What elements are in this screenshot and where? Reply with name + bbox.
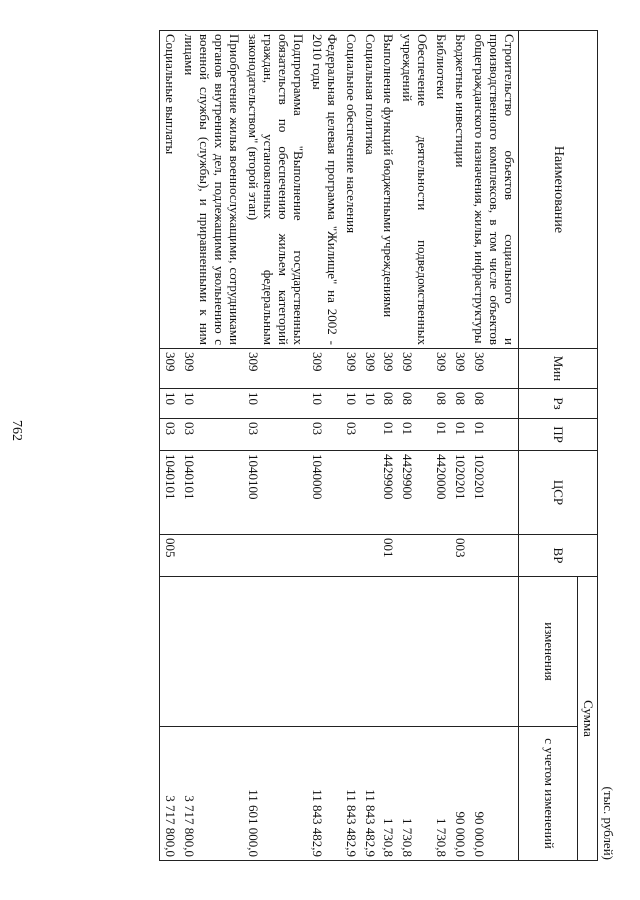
cell-total: 11 601 000,0 — [243, 727, 307, 861]
cell-pr: 01 — [379, 419, 398, 451]
cell-csr: 1040101 — [160, 451, 179, 535]
cell-changes — [431, 577, 450, 727]
cell-pr: 01 — [398, 419, 432, 451]
cell-pr: 03 — [160, 419, 179, 451]
table-row — [398, 31, 432, 861]
cell-name: Федеральная целевая программа "Жилище" на 2002 - 2010 годы — [307, 31, 341, 349]
cell-min: 309 — [379, 349, 398, 389]
page-number: 762 — [9, 420, 24, 441]
cell-rz: 08 — [431, 389, 450, 419]
document-page — [100, 30, 620, 860]
cell-csr: 1020201 — [469, 451, 518, 535]
table-row — [450, 31, 469, 861]
cell-min: 309 — [160, 349, 179, 389]
cell-rz: 08 — [450, 389, 469, 419]
cell-total: 1 730,8 — [398, 727, 432, 861]
table-row — [160, 31, 179, 861]
cell-vr: 005 — [160, 535, 179, 577]
cell-min: 309 — [398, 349, 432, 389]
cell-rz: 10 — [360, 389, 379, 419]
cell-name: Строительство объектов социального и производственного комплексов, в том числе объектов общегражданского назначения, жилья, инфраструктуры — [469, 31, 518, 349]
budget-table — [159, 30, 598, 861]
cell-csr: 4429900 — [398, 451, 432, 535]
cell-rz: 08 — [379, 389, 398, 419]
cell-total: 90 000,0 — [469, 727, 518, 861]
cell-pr: 01 — [469, 419, 518, 451]
cell-pr: 03 — [243, 419, 307, 451]
cell-csr: 4420000 — [431, 451, 450, 535]
cell-total: 1 730,8 — [379, 727, 398, 861]
header-min: Мин — [519, 349, 598, 389]
cell-changes — [179, 577, 243, 727]
cell-csr: 4429900 — [379, 451, 398, 535]
table-row — [243, 31, 307, 861]
cell-name: Выполнение функций бюджетными учреждениями — [379, 31, 398, 349]
cell-name: Приобретение жилья военнослужащими, сотрудниками органов внутренних дел, подлежащими увольнению с военной службы (службы), и приравненными к ним лицами — [179, 31, 243, 349]
cell-pr: 03 — [179, 419, 243, 451]
cell-pr: 01 — [450, 419, 469, 451]
header-row — [578, 31, 598, 861]
table-row — [341, 31, 360, 861]
cell-changes — [450, 577, 469, 727]
cell-name: Бюджетные инвестиции — [450, 31, 469, 349]
header-pr: ПР — [519, 419, 598, 451]
header-vr: ВР — [519, 535, 598, 577]
cell-min: 309 — [243, 349, 307, 389]
header-with-changes: с учетом изменений — [519, 727, 578, 861]
cell-rz: 10 — [179, 389, 243, 419]
cell-changes — [160, 577, 179, 727]
cell-changes — [379, 577, 398, 727]
table-body — [160, 31, 519, 861]
cell-min: 309 — [341, 349, 360, 389]
cell-csr — [341, 451, 360, 535]
header-changes: изменения — [519, 577, 578, 727]
cell-pr: 03 — [341, 419, 360, 451]
cell-changes — [307, 577, 341, 727]
cell-csr: 1020201 — [450, 451, 469, 535]
cell-min: 309 — [179, 349, 243, 389]
cell-name: Социальное обеспечение населения — [341, 31, 360, 349]
header-csr: ЦСР — [519, 451, 598, 535]
cell-pr — [360, 419, 379, 451]
cell-min: 309 — [431, 349, 450, 389]
cell-vr — [360, 535, 379, 577]
table-row — [307, 31, 341, 861]
cell-min: 309 — [360, 349, 379, 389]
cell-name: Обеспечение деятельности подведомственных учреждений — [398, 31, 432, 349]
cell-name: Социальные выплаты — [160, 31, 179, 349]
cell-changes — [360, 577, 379, 727]
table-row — [360, 31, 379, 861]
cell-total: 90 000,0 — [450, 727, 469, 861]
cell-rz: 10 — [341, 389, 360, 419]
cell-vr — [179, 535, 243, 577]
cell-changes — [243, 577, 307, 727]
cell-changes — [469, 577, 518, 727]
cell-changes — [398, 577, 432, 727]
header-sum: Сумма — [578, 577, 598, 861]
header-name: Наименование — [519, 31, 598, 349]
cell-min: 309 — [469, 349, 518, 389]
cell-total: 3 717 800,0 — [160, 727, 179, 861]
cell-changes — [341, 577, 360, 727]
cell-csr: 1040100 — [243, 451, 307, 535]
cell-csr: 1040000 — [307, 451, 341, 535]
cell-name: Социальная политика — [360, 31, 379, 349]
cell-rz: 08 — [398, 389, 432, 419]
cell-rz: 10 — [160, 389, 179, 419]
cell-total: 11 843 482,9 — [360, 727, 379, 861]
header-rz: Рз — [519, 389, 598, 419]
cell-vr — [431, 535, 450, 577]
cell-min: 309 — [450, 349, 469, 389]
table-row — [179, 31, 243, 861]
cell-min: 309 — [307, 349, 341, 389]
cell-vr: 003 — [450, 535, 469, 577]
cell-total: 11 843 482,9 — [341, 727, 360, 861]
cell-pr: 01 — [431, 419, 450, 451]
unit-note: (тыс. рублей) — [601, 786, 616, 860]
table-row — [469, 31, 518, 861]
cell-vr — [307, 535, 341, 577]
table-row — [431, 31, 450, 861]
cell-vr — [341, 535, 360, 577]
cell-rz: 10 — [243, 389, 307, 419]
cell-csr — [360, 451, 379, 535]
cell-vr — [469, 535, 518, 577]
cell-rz: 10 — [307, 389, 341, 419]
cell-total: 11 843 482,9 — [307, 727, 341, 861]
cell-pr: 03 — [307, 419, 341, 451]
cell-total: 3 717 800,0 — [179, 727, 243, 861]
cell-vr — [398, 535, 432, 577]
cell-vr — [243, 535, 307, 577]
cell-name: Библиотеки — [431, 31, 450, 349]
cell-csr: 1040101 — [179, 451, 243, 535]
cell-total: 1 730,8 — [431, 727, 450, 861]
table-row — [379, 31, 398, 861]
cell-name: Подпрограмма "Выполнение государственных обязательств по обеспечению жильем категорий граждан, установленных федеральным законодательством" (второй этап) — [243, 31, 307, 349]
cell-vr: 001 — [379, 535, 398, 577]
cell-rz: 08 — [469, 389, 518, 419]
